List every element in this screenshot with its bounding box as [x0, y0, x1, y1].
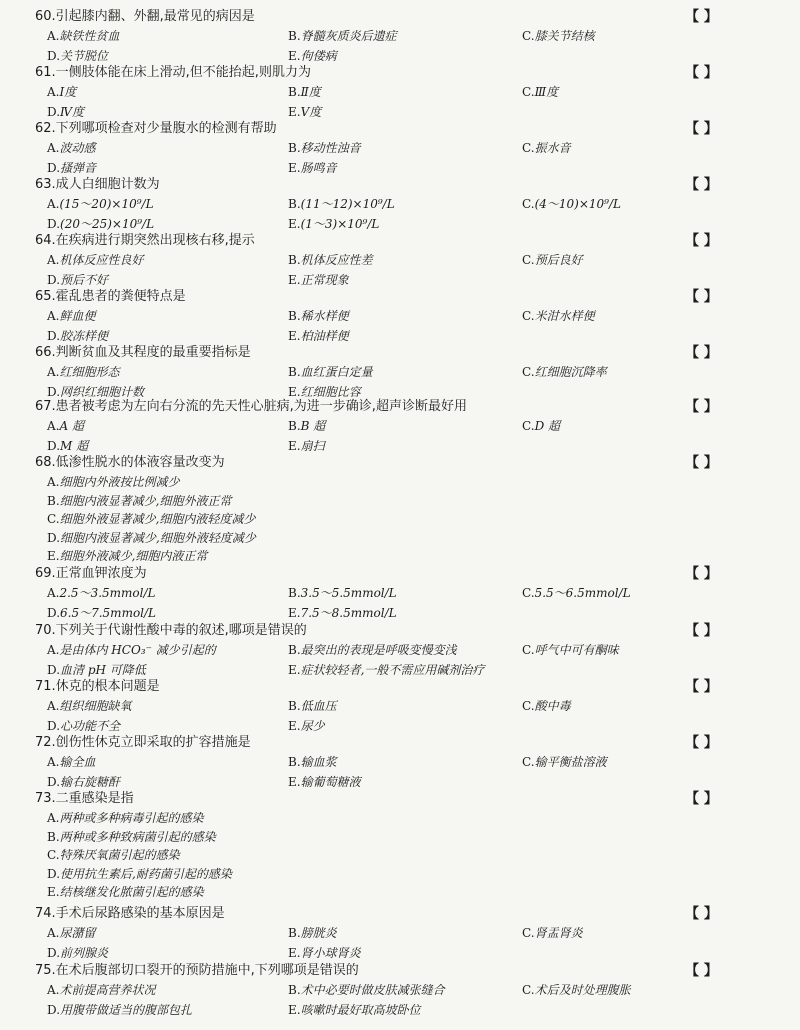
answer-bracket[interactable]: 【 】	[685, 289, 718, 305]
option-letter: C.	[522, 309, 535, 323]
option-letter: B.	[288, 85, 301, 99]
option-text: 输血浆	[300, 755, 337, 769]
option-d[interactable]	[47, 439, 88, 454]
question-stem: 65.霍乱患者的粪便特点是	[35, 289, 186, 304]
option-e[interactable]	[288, 439, 325, 454]
option-text: M 超	[60, 439, 89, 453]
option-text: 红细胞形态	[59, 365, 120, 379]
option-e[interactable]	[288, 663, 484, 678]
option-d[interactable]	[47, 946, 108, 961]
question-stem: 67.患者被考虑为左向右分流的先天性心脏病,为进一步确诊,超声诊断最好用	[35, 399, 467, 414]
option-letter: E.	[288, 49, 301, 63]
answer-bracket[interactable]: 【 】	[685, 9, 718, 25]
option-a[interactable]	[47, 419, 84, 434]
option-letter: D.	[47, 329, 61, 343]
option-text: 术后及时处理腹胀	[534, 983, 631, 997]
option-c[interactable]	[522, 926, 583, 941]
option-b[interactable]	[288, 983, 445, 998]
option-a[interactable]	[47, 309, 96, 324]
answer-bracket[interactable]: 【 】	[685, 65, 718, 81]
option-letter: B.	[47, 493, 60, 508]
option-text: 膀胱炎	[300, 926, 337, 940]
option-text: 细胞内液显著减少,细胞外液正常	[59, 493, 232, 508]
option-b[interactable]	[288, 755, 337, 770]
option-e[interactable]	[288, 606, 397, 621]
option-c[interactable]	[522, 309, 595, 324]
option-c[interactable]	[522, 365, 607, 380]
option-text: 网织红细胞计数	[60, 385, 145, 399]
option-letter: B.	[288, 309, 301, 323]
option-c[interactable]	[47, 848, 180, 863]
option-a[interactable]	[47, 699, 132, 714]
question-stem: 60.引起膝内翻、外翻,最常见的病因是	[35, 9, 255, 24]
option-d[interactable]	[47, 385, 144, 400]
option-text: 两种或多种病毒引起的感染	[59, 811, 204, 825]
option-letter: D.	[47, 606, 61, 620]
option-text: 使用抗生素后,耐药菌引起的感染	[60, 866, 232, 881]
option-d[interactable]	[47, 329, 108, 344]
option-text: 扇扫	[300, 439, 325, 453]
option-d[interactable]	[47, 531, 256, 546]
option-text: (11～12)×10⁹/L	[300, 197, 395, 211]
option-text: 3.5～5.5mmol/L	[300, 586, 397, 600]
option-letter: D.	[47, 273, 61, 287]
option-text: 肠鸣音	[300, 161, 337, 175]
option-letter: E.	[288, 663, 301, 677]
option-text: Ⅳ度	[60, 105, 85, 119]
option-d[interactable]	[47, 663, 146, 678]
option-letter: D.	[47, 946, 61, 960]
option-letter: E.	[288, 385, 301, 399]
option-letter: A.	[47, 811, 60, 825]
option-a[interactable]	[47, 365, 120, 380]
question-stem: 72.创伤性休克立即采取的扩容措施是	[35, 735, 251, 750]
option-text: 肾盂肾炎	[534, 926, 583, 940]
option-letter: C.	[522, 419, 535, 433]
option-text: 是由体内 HCO₃⁻ 减少引起的	[59, 643, 216, 657]
option-text: 机体反应性良好	[59, 253, 144, 267]
option-letter: C.	[47, 512, 60, 526]
option-text: 米泔水样便	[534, 309, 595, 323]
option-text: 细胞内外液按比例减少	[59, 475, 180, 489]
option-b[interactable]	[288, 309, 349, 324]
option-letter: C.	[522, 926, 535, 940]
option-text: 术中必要时做皮肤减张缝合	[300, 983, 445, 997]
option-letter: D.	[47, 217, 61, 231]
option-e[interactable]	[288, 329, 349, 344]
option-text: (15～20)×10⁹/L	[59, 197, 154, 211]
option-b[interactable]	[288, 699, 337, 714]
option-text: 7.5～8.5mmol/L	[300, 606, 397, 620]
option-c[interactable]	[522, 197, 621, 212]
option-letter: E.	[288, 439, 301, 453]
option-a[interactable]	[47, 643, 216, 658]
option-letter: B.	[288, 29, 301, 43]
option-letter: C.	[522, 643, 535, 657]
option-b[interactable]	[288, 29, 397, 44]
option-letter: D.	[47, 775, 61, 789]
option-a[interactable]	[47, 141, 96, 156]
option-a[interactable]	[47, 85, 76, 100]
option-letter: E.	[47, 549, 60, 563]
option-text: 血清 pH 可降低	[60, 663, 146, 677]
question-stem: 70.下列关于代谢性酸中毒的叙述,哪项是错误的	[35, 623, 307, 638]
option-letter: D.	[47, 530, 61, 545]
option-b[interactable]	[288, 85, 321, 100]
option-c[interactable]	[522, 85, 558, 100]
option-d[interactable]	[47, 105, 84, 120]
option-text: 尿潴留	[59, 926, 96, 940]
option-letter: A.	[47, 309, 60, 323]
option-text: 预后不好	[60, 273, 109, 287]
option-letter: B.	[47, 829, 60, 844]
option-letter: D.	[47, 866, 61, 881]
option-letter: A.	[47, 365, 60, 379]
answer-bracket[interactable]: 【 】	[685, 455, 718, 471]
option-a[interactable]	[47, 811, 204, 826]
option-text: (20～25)×10⁹/L	[60, 217, 155, 231]
option-letter: C.	[522, 699, 535, 713]
answer-bracket[interactable]: 【 】	[685, 963, 718, 979]
option-text: 膝关节结核	[534, 29, 595, 43]
option-a[interactable]	[47, 29, 120, 44]
option-text: Ⅰ度	[59, 85, 77, 99]
option-text: 酸中毒	[534, 699, 571, 713]
option-b[interactable]	[288, 141, 361, 156]
option-c[interactable]	[522, 253, 583, 268]
option-text: 缺铁性贫血	[59, 29, 120, 43]
option-text: 红细胞沉降率	[534, 365, 607, 379]
option-e[interactable]	[288, 49, 337, 64]
option-a[interactable]	[47, 197, 154, 212]
option-b[interactable]	[288, 365, 373, 380]
question-stem: 66.判断贫血及其程度的最重要指标是	[35, 345, 251, 360]
option-d[interactable]	[47, 1003, 192, 1018]
option-text: 5.5～6.5mmol/L	[534, 586, 631, 600]
option-letter: E.	[288, 606, 301, 620]
option-text: 移动性浊音	[300, 141, 361, 155]
option-e[interactable]	[47, 885, 204, 900]
option-letter: A.	[47, 419, 60, 433]
option-letter: E.	[288, 161, 301, 175]
option-letter: A.	[47, 926, 60, 940]
option-c[interactable]	[522, 983, 631, 998]
option-text: 正常现象	[300, 273, 349, 287]
question-stem: 62.下列哪项检查对少量腹水的检测有帮助	[35, 121, 277, 136]
option-d[interactable]	[47, 719, 120, 734]
option-b[interactable]	[288, 643, 457, 658]
option-letter: A.	[47, 197, 60, 211]
option-letter: D.	[47, 385, 61, 399]
answer-bracket[interactable]: 【 】	[685, 566, 718, 582]
option-text: 结核继发化脓菌引起的感染	[59, 885, 204, 899]
answer-bracket[interactable]: 【 】	[685, 906, 718, 922]
option-a[interactable]	[47, 586, 156, 601]
option-text: 呼气中可有酮味	[534, 643, 619, 657]
question-stem: 74.手术后尿路感染的基本原因是	[35, 906, 225, 921]
option-text: 输右旋糖酐	[60, 775, 121, 789]
option-letter: D.	[47, 719, 61, 733]
option-a[interactable]	[47, 253, 144, 268]
option-d[interactable]	[47, 775, 120, 790]
option-letter: A.	[47, 253, 60, 267]
option-c[interactable]	[522, 29, 595, 44]
option-letter: E.	[288, 105, 301, 119]
option-letter: B.	[288, 253, 301, 267]
option-b[interactable]	[288, 253, 373, 268]
option-text: 特殊厌氧菌引起的感染	[59, 848, 180, 862]
option-letter: A.	[47, 141, 60, 155]
option-letter: C.	[522, 197, 535, 211]
option-letter: A.	[47, 586, 60, 600]
option-letter: E.	[288, 946, 301, 960]
option-text: 输全血	[59, 755, 96, 769]
option-text: 术前提高营养状况	[59, 983, 156, 997]
option-letter: D.	[47, 1003, 61, 1017]
option-letter: B.	[288, 365, 301, 379]
option-text: D 超	[534, 419, 561, 433]
option-letter: E.	[288, 1003, 301, 1017]
option-text: 肾小球肾炎	[300, 946, 361, 960]
option-letter: D.	[47, 161, 61, 175]
option-text: 2.5～3.5mmol/L	[59, 586, 156, 600]
question-stem: 68.低渗性脱水的体液容量改变为	[35, 455, 225, 470]
answer-bracket[interactable]: 【 】	[685, 177, 718, 193]
option-text: Ⅱ度	[300, 85, 321, 99]
answer-bracket[interactable]: 【 】	[685, 345, 718, 361]
option-c[interactable]	[522, 586, 631, 601]
option-letter: D.	[47, 439, 61, 453]
option-d[interactable]	[47, 867, 232, 882]
option-d[interactable]	[47, 217, 154, 232]
option-b[interactable]	[288, 586, 397, 601]
option-text: 最突出的表现是呼吸变慢变浅	[300, 643, 457, 657]
question-stem: 73.二重感染是指	[35, 791, 134, 806]
option-a[interactable]	[47, 755, 96, 770]
option-letter: B.	[288, 699, 301, 713]
option-letter: A.	[47, 475, 60, 489]
option-letter: E.	[47, 885, 60, 899]
answer-bracket[interactable]: 【 】	[685, 399, 718, 415]
option-letter: B.	[288, 197, 301, 211]
option-text: Ⅲ度	[534, 85, 559, 99]
option-a[interactable]	[47, 983, 156, 998]
option-letter: B.	[288, 419, 301, 433]
option-text: B 超	[300, 419, 326, 433]
option-letter: C.	[522, 755, 535, 769]
option-letter: B.	[288, 983, 301, 997]
option-letter: B.	[288, 755, 301, 769]
option-letter: E.	[288, 775, 301, 789]
option-d[interactable]	[47, 49, 108, 64]
option-e[interactable]	[288, 217, 379, 232]
option-b[interactable]	[288, 926, 337, 941]
answer-bracket[interactable]: 【 】	[685, 735, 718, 751]
answer-bracket[interactable]: 【 】	[685, 121, 718, 137]
option-c[interactable]	[522, 755, 607, 770]
option-text: 胶冻样便	[60, 329, 109, 343]
option-letter: A.	[47, 85, 60, 99]
option-a[interactable]	[47, 926, 96, 941]
answer-bracket[interactable]: 【 】	[685, 623, 718, 639]
option-b[interactable]	[47, 830, 216, 845]
option-letter: B.	[288, 141, 301, 155]
option-letter: C.	[522, 365, 535, 379]
option-text: 尿少	[300, 719, 325, 733]
option-d[interactable]	[47, 273, 108, 288]
option-letter: E.	[288, 217, 301, 231]
option-letter: E.	[288, 719, 301, 733]
option-d[interactable]	[47, 606, 156, 621]
option-text: (4～10)×10⁹/L	[534, 197, 621, 211]
question-stem: 69.正常血钾浓度为	[35, 566, 147, 581]
option-c[interactable]	[522, 141, 571, 156]
option-text: 细胞外液减少,细胞内液正常	[59, 549, 208, 563]
option-text: 红细胞比容	[300, 385, 361, 399]
option-text: 组织细胞缺氧	[59, 699, 132, 713]
option-e[interactable]	[288, 775, 361, 790]
option-letter: C.	[522, 253, 535, 267]
option-a[interactable]	[47, 475, 180, 490]
question-stem: 64.在疾病进行期突然出现核右移,提示	[35, 233, 255, 248]
option-e[interactable]	[47, 549, 207, 564]
option-letter: C.	[522, 29, 535, 43]
option-text: 波动感	[59, 141, 96, 155]
option-letter: D.	[47, 49, 61, 63]
option-text: 低血压	[300, 699, 337, 713]
option-c[interactable]	[522, 643, 619, 658]
option-letter: A.	[47, 755, 60, 769]
option-d[interactable]	[47, 161, 96, 176]
option-e[interactable]	[288, 161, 337, 176]
option-letter: C.	[522, 141, 535, 155]
option-text: 两种或多种致病菌引起的感染	[59, 829, 216, 844]
option-text: 心功能不全	[60, 719, 121, 733]
option-e[interactable]	[288, 719, 325, 734]
option-letter: C.	[522, 586, 535, 600]
option-text: 稀水样便	[300, 309, 349, 323]
option-letter: B.	[288, 643, 301, 657]
option-text: (1～3)×10⁹/L	[300, 217, 380, 231]
option-c[interactable]	[47, 512, 255, 527]
option-b[interactable]	[288, 197, 395, 212]
option-text: 鲜血便	[59, 309, 96, 323]
option-b[interactable]	[288, 419, 325, 434]
option-letter: B.	[288, 586, 301, 600]
option-text: 预后良好	[534, 253, 583, 267]
option-letter: E.	[288, 273, 301, 287]
option-letter: A.	[47, 29, 60, 43]
option-text: 佝偻病	[300, 49, 337, 63]
option-letter: A.	[47, 643, 60, 657]
option-c[interactable]	[522, 699, 571, 714]
option-letter: A.	[47, 699, 60, 713]
option-letter: A.	[47, 983, 60, 997]
option-text: 机体反应性差	[300, 253, 373, 267]
option-letter: D.	[47, 105, 61, 119]
option-e[interactable]	[288, 105, 321, 120]
option-e[interactable]	[288, 385, 361, 400]
option-text: 6.5～7.5mmol/L	[60, 606, 157, 620]
option-e[interactable]	[288, 1003, 421, 1018]
option-letter: C.	[522, 85, 535, 99]
option-letter: E.	[288, 329, 301, 343]
option-text: 血红蛋白定量	[300, 365, 373, 379]
option-letter: B.	[288, 926, 301, 940]
option-text: 用腹带做适当的腹部包扎	[60, 1003, 193, 1017]
option-text: 细胞内液显著减少,细胞外液轻度减少	[60, 530, 256, 545]
answer-bracket[interactable]: 【 】	[685, 679, 718, 695]
option-text: 前列腺炎	[60, 946, 109, 960]
answer-bracket[interactable]: 【 】	[685, 233, 718, 249]
option-text: 柏油样便	[300, 329, 349, 343]
option-b[interactable]	[47, 494, 231, 509]
option-text: 细胞外液显著减少,细胞内液轻度减少	[59, 512, 256, 526]
option-text: 症状较轻者,一般不需应用碱剂治疗	[300, 663, 485, 677]
option-letter: C.	[522, 983, 535, 997]
option-text: Ⅴ度	[300, 105, 322, 119]
question-stem: 61.一侧肢体能在床上滑动,但不能抬起,则肌力为	[35, 65, 311, 80]
option-c[interactable]	[522, 419, 560, 434]
question-stem: 75.在术后腹部切口裂开的预防措施中,下列哪项是错误的	[35, 963, 359, 978]
question-stem: 63.成人白细胞计数为	[35, 177, 160, 192]
option-e[interactable]	[288, 273, 349, 288]
question-stem: 71.休克的根本问题是	[35, 679, 160, 694]
option-text: 搔弹音	[60, 161, 97, 175]
option-text: 咳嗽时最好取高坡卧位	[300, 1003, 421, 1017]
option-text: 输平衡盐溶液	[534, 755, 607, 769]
option-text: 输葡萄糖液	[300, 775, 361, 789]
option-letter: C.	[47, 848, 60, 862]
option-text: 关节脱位	[60, 49, 109, 63]
option-e[interactable]	[288, 946, 361, 961]
option-text: 脊髓灰质炎后遗症	[300, 29, 397, 43]
option-text: A 超	[59, 419, 84, 433]
answer-bracket[interactable]: 【 】	[685, 791, 718, 807]
option-letter: D.	[47, 663, 61, 677]
option-text: 振水音	[534, 141, 571, 155]
